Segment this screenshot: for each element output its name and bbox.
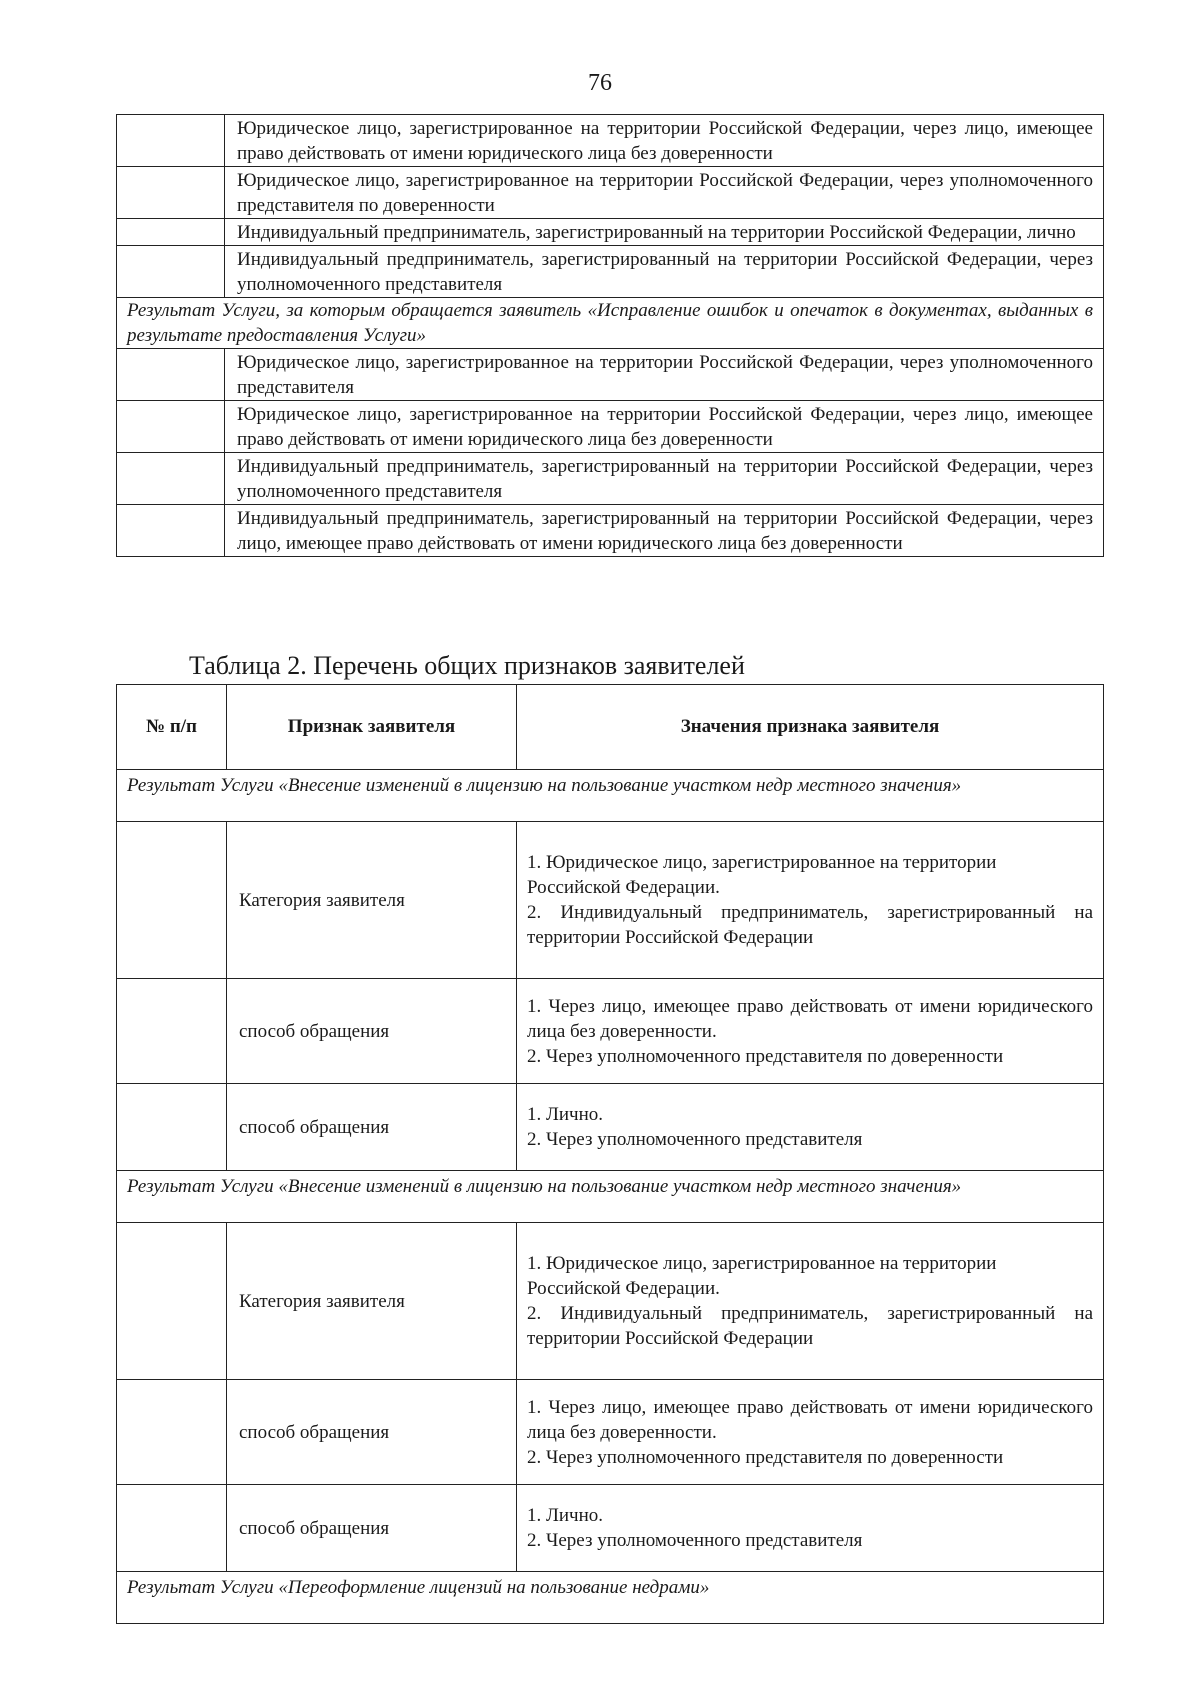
variant-cell: Индивидуальный предприниматель, зарегистрированный на территории Российской Федерации, через уполномоченного представителя (225, 246, 1104, 298)
values-cell (517, 822, 1104, 979)
attribute-cell: способ обращения (227, 979, 517, 1084)
section-row (117, 1171, 1104, 1223)
table-row (117, 979, 1104, 1084)
header-attribute: Признак заявителя (227, 685, 517, 770)
attribute-cell: способ обращения (227, 1084, 517, 1171)
table-row (117, 505, 1104, 557)
value-item: 2. Индивидуальный предприниматель, зарегистрированный на территории Российской Федерации (527, 902, 1093, 948)
value-item: 1. Юридическое лицо, зарегистрированное на территории Российской Федерации. (527, 1253, 997, 1299)
table-row (117, 453, 1104, 505)
section-row (117, 770, 1104, 822)
index-cell (117, 219, 225, 246)
index-cell (117, 401, 225, 453)
attribute-cell: Категория заявителя (227, 1223, 517, 1380)
table-row (117, 167, 1104, 219)
index-cell (117, 115, 225, 167)
variant-cell: Индивидуальный предприниматель, зарегистрированный на территории Российской Федерации, через лицо, имеющее право действовать от имени юридического лица без доверенности (225, 505, 1104, 557)
table-row (117, 115, 1104, 167)
table-row (117, 1223, 1104, 1380)
variant-cell: Юридическое лицо, зарегистрированное на территории Российской Федерации, через лицо, имеющее право действовать от имени юридического лица без доверенности (225, 401, 1104, 453)
values-cell (517, 1084, 1104, 1171)
values-cell (517, 1380, 1104, 1485)
header-values: Значения признака заявителя (517, 685, 1104, 770)
variant-cell: Юридическое лицо, зарегистрированное на территории Российской Федерации, через уполномоченного представителя по доверенности (225, 167, 1104, 219)
variant-cell: Юридическое лицо, зарегистрированное на территории Российской Федерации, через уполномоченного представителя (225, 349, 1104, 401)
values-cell (517, 979, 1104, 1084)
value-item: 2. Через уполномоченного представителя по доверенности (527, 1446, 1004, 1468)
table-row (117, 822, 1104, 979)
attribute-cell: способ обращения (227, 1485, 517, 1572)
values-cell (517, 1485, 1104, 1572)
section-title: Результат Услуги «Внесение изменений в лицензию на пользование участком недр местного значения» (117, 1171, 1104, 1223)
value-item: 1. Через лицо, имеющее право действовать от имени юридического лица без доверенности. (527, 1396, 1093, 1443)
index-cell (117, 349, 225, 401)
variant-cell: Юридическое лицо, зарегистрированное на территории Российской Федерации, через лицо, имеющее право действовать от имени юридического лица без доверенности (225, 115, 1104, 167)
index-cell (117, 979, 227, 1084)
index-cell (117, 1084, 227, 1171)
index-cell (117, 167, 225, 219)
section-title: Результат Услуги «Переоформление лицензий на пользование недрами» (117, 1572, 1104, 1624)
attribute-cell: способ обращения (227, 1380, 517, 1485)
table-row (117, 1084, 1104, 1171)
table-row (117, 1485, 1104, 1572)
variant-cell: Индивидуальный предприниматель, зарегистрированный на территории Российской Федерации, лично (225, 219, 1104, 246)
value-item: 1. Через лицо, имеющее право действовать от имени юридического лица без доверенности. (527, 995, 1093, 1042)
index-cell (117, 453, 225, 505)
value-item: 1. Юридическое лицо, зарегистрированное на территории Российской Федерации. (527, 852, 997, 898)
header-number: № п/п (117, 685, 227, 770)
index-cell (117, 822, 227, 979)
section-row (117, 1572, 1104, 1624)
attribute-cell: Категория заявителя (227, 822, 517, 979)
page-number: 76 (588, 70, 612, 96)
section-title: Результат Услуги, за которым обращается заявитель «Исправление ошибок и опечаток в документах, выданных в результате предоставления Услуги» (117, 298, 1104, 349)
variant-cell: Индивидуальный предприниматель, зарегистрированный на территории Российской Федерации, через уполномоченного представителя (225, 453, 1104, 505)
applicant-attributes-table (116, 684, 1104, 1624)
value-item: 1. Лично. (527, 1505, 604, 1526)
table-row (117, 349, 1104, 401)
table-row (117, 219, 1104, 246)
section-row (117, 298, 1104, 349)
index-cell (117, 1485, 227, 1572)
index-cell (117, 246, 225, 298)
value-item: 1. Лично. (527, 1104, 604, 1125)
index-cell (117, 1223, 227, 1380)
table-row (117, 1380, 1104, 1485)
value-item: 2. Через уполномоченного представителя (527, 1129, 863, 1150)
table-caption: Таблица 2. Перечень общих признаков заявителей (189, 651, 745, 680)
index-cell (117, 505, 225, 557)
table-row (117, 401, 1104, 453)
table-row (117, 246, 1104, 298)
value-item: 2. Через уполномоченного представителя (527, 1530, 863, 1551)
section-title: Результат Услуги «Внесение изменений в лицензию на пользование участком недр местного значения» (117, 770, 1104, 822)
value-item: 2. Через уполномоченного представителя по доверенности (527, 1045, 1004, 1067)
applicant-variants-table (116, 114, 1104, 557)
index-cell (117, 1380, 227, 1485)
header-row (117, 685, 1104, 770)
values-cell (517, 1223, 1104, 1380)
value-item: 2. Индивидуальный предприниматель, зарегистрированный на территории Российской Федерации (527, 1303, 1093, 1349)
